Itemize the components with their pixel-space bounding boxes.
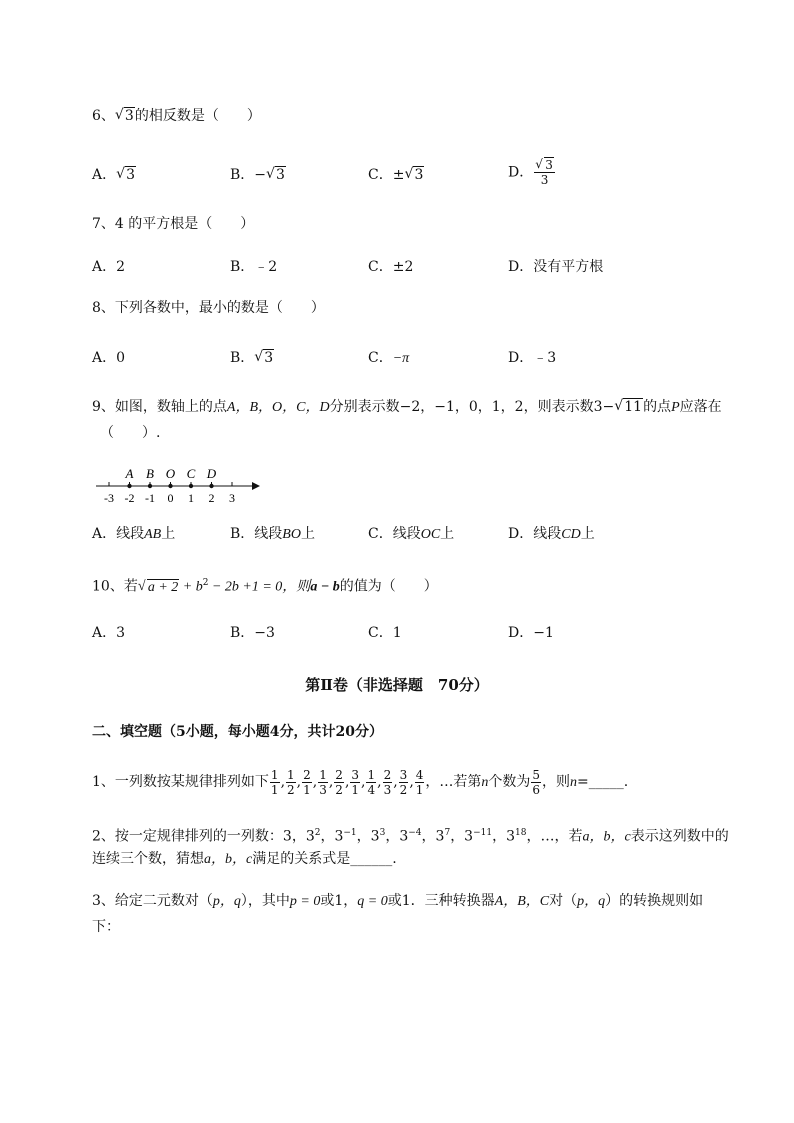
q8-option-c[interactable]: [368, 348, 409, 369]
f1-comma: ,: [312, 774, 318, 790]
f2-exp-1: 2: [314, 828, 321, 838]
f1-sequence: [269, 767, 425, 797]
number-line-figure: [92, 460, 272, 508]
f2-sep-2: ，3: [356, 828, 380, 845]
number-line-tick-label: 1: [188, 491, 194, 505]
q10-option-d[interactable]: D．−1: [508, 625, 554, 641]
f1-text-d: ，则: [542, 774, 571, 790]
q10-expression: a − b: [310, 579, 340, 595]
q9-text-b: 分别表示数−2，−1，0，1，2，则表示数3−: [329, 399, 615, 415]
number-line-points: [125, 466, 217, 488]
fill-question-2-line2: [92, 849, 397, 870]
f1-fraction-numerator: 3: [399, 767, 408, 782]
f1-fraction: [350, 768, 360, 797]
q6-option-c-radicand: 3: [414, 167, 424, 183]
q7-option-a[interactable]: A．2: [92, 259, 126, 275]
f1-target-denominator: 6: [532, 782, 541, 797]
f1-comma: ,: [344, 774, 350, 790]
f1-fraction-numerator: 2: [383, 767, 392, 782]
part-2-title: 第Ⅱ卷（非选择题 70分）: [305, 676, 489, 694]
f2-text-c: 连续三个数，猜想: [92, 851, 204, 867]
q8-option-a[interactable]: A．0: [92, 350, 126, 366]
q9-point-p: P: [671, 400, 680, 415]
f2-vars-2: a，b，c: [204, 852, 253, 867]
q6-text: 的相反数是（ ）: [134, 108, 261, 124]
q9-option-a-suffix: 上: [161, 526, 176, 542]
fill-question-3-line1: [92, 891, 703, 912]
number-line-point-label: B: [146, 466, 154, 481]
q9-option-c-segment: OC: [420, 527, 441, 542]
q9-option-d-prefix: D．线段: [508, 526, 562, 542]
q8-option-c-label: C．: [368, 350, 393, 366]
q6-option-b-radicand: 3: [276, 167, 285, 183]
f2-text-a: 2、按一定规律排列的一列数：3，3: [92, 828, 315, 845]
number-line-point-label: D: [206, 466, 217, 481]
question-7-stem: 7、4 的平方根是（ ）: [92, 216, 255, 232]
f1-fraction-denominator: 1: [270, 782, 279, 797]
q6-option-c-label: C．±: [368, 167, 405, 183]
number-line-point: [148, 484, 152, 488]
number-line-point-label: C: [186, 466, 196, 481]
f2-text-b: 表示这列数中的: [630, 828, 729, 845]
q10-text-b: + b: [179, 579, 203, 595]
f1-fraction-denominator: 3: [383, 782, 392, 797]
f1-comma: ,: [361, 774, 366, 790]
f1-fraction-numerator: 1: [270, 767, 279, 782]
f3-text-c: 或1，: [320, 893, 358, 909]
number-line-point: [168, 484, 172, 488]
f3-text-f: ）的转换规则如: [605, 893, 704, 909]
q9-option-b-prefix: B．线段: [230, 526, 283, 542]
number-line-point: [127, 484, 131, 488]
q9-option-c-prefix: C．线段: [368, 526, 421, 542]
question-9-stem: [92, 397, 722, 418]
f1-fraction: [383, 768, 393, 797]
f3-pair: p，q: [212, 894, 241, 909]
f2-answer-blank[interactable]: 满足的关系式是______.: [252, 851, 397, 867]
number-line-arrow: [252, 482, 260, 490]
f2-vars: a，b，c: [582, 829, 631, 845]
q8-option-c-value: −π: [392, 351, 410, 366]
q6-option-d-numerator: 3: [545, 158, 553, 172]
f1-text-b: ，…若第: [425, 774, 482, 790]
f2-sep-7: ，…，若: [526, 828, 583, 845]
f2-sep-5: ，3: [450, 828, 474, 845]
f1-fraction: [302, 768, 312, 797]
q9-option-a-segment: AB: [144, 527, 162, 542]
f1-fraction: [415, 768, 425, 797]
q9-option-d[interactable]: [508, 524, 595, 545]
f1-fraction: [334, 768, 344, 797]
f1-var-n-2: n: [570, 775, 578, 790]
q10-option-b[interactable]: B．−3: [230, 625, 275, 641]
q8-option-b[interactable]: [230, 348, 274, 368]
q10-text-d: 的值为（ ）: [339, 578, 438, 595]
f1-fraction: [270, 768, 280, 797]
number-line-tick-label: 0: [167, 491, 174, 505]
f1-target-numerator: 5: [532, 767, 541, 782]
q6-option-d[interactable]: [508, 158, 556, 187]
f2-exp-2: −1: [343, 828, 357, 838]
f3-text-e: 对（: [549, 893, 578, 909]
q6-option-b-sqrt: [266, 165, 286, 185]
f1-text-a: 1、一列数按某规律排列如下: [92, 774, 269, 790]
q9-points: A，B，O，C，D: [226, 400, 330, 415]
f1-fraction: [318, 768, 328, 797]
f1-answer-blank[interactable]: =_____.: [577, 774, 629, 790]
f2-sep-3: ，3: [385, 828, 409, 845]
f3-p-condition: p = 0: [289, 894, 321, 909]
q9-option-c[interactable]: [368, 524, 454, 545]
f3-pair-2: p，q: [577, 894, 606, 909]
f1-fraction-numerator: 1: [367, 767, 376, 782]
f2-exp-6: −11: [473, 828, 493, 838]
q9-option-c-suffix: 上: [440, 526, 455, 542]
q10-exponent: 2: [202, 578, 209, 588]
q10-text-a: 10、若: [92, 578, 138, 595]
q6-option-a-radicand: 3: [126, 167, 136, 183]
f3-text-b: ），其中: [240, 893, 290, 909]
q8-option-d[interactable]: D．﹣3: [508, 350, 557, 366]
q9-radicand: 11: [624, 399, 643, 415]
fill-question-3-line2: 下：: [92, 919, 120, 935]
f1-var-n: n: [481, 775, 489, 790]
q9-option-a[interactable]: [92, 524, 175, 545]
q9-sqrt: [614, 397, 643, 417]
q6-option-a[interactable]: [92, 165, 136, 185]
f1-text-c: 个数为: [488, 774, 531, 790]
q6-option-a-label: A．: [92, 167, 117, 183]
q6-option-d-sqrt: [535, 158, 554, 172]
f1-fraction-denominator: 1: [351, 782, 360, 797]
q8-option-b-radicand: 3: [264, 350, 274, 366]
f3-text-d: 或1．三种转换器: [387, 893, 495, 909]
f1-comma: ,: [280, 774, 286, 790]
q6-option-b[interactable]: [230, 165, 286, 185]
f1-fraction: [286, 768, 296, 797]
f1-fraction-numerator: 1: [319, 767, 327, 782]
f1-fraction-denominator: 1: [415, 782, 424, 797]
f1-fraction: [366, 768, 376, 797]
q9-option-b-suffix: 上: [300, 526, 315, 542]
f1-fraction-numerator: 3: [351, 767, 360, 782]
q8-option-b-sqrt: [254, 348, 274, 368]
f1-fraction-numerator: 2: [335, 767, 343, 782]
q6-option-c[interactable]: [368, 165, 424, 185]
number-line-tick-label: 3: [229, 491, 235, 505]
f1-fraction-numerator: 2: [303, 767, 311, 782]
q9-option-d-suffix: 上: [580, 526, 595, 542]
number-line-point-label: O: [165, 466, 176, 481]
q10-sqrt: [138, 578, 179, 598]
f3-q-condition: q = 0: [357, 894, 388, 909]
f1-comma: ,: [328, 774, 334, 790]
q10-option-a[interactable]: A．3: [92, 625, 126, 641]
f1-comma: ,: [377, 774, 382, 790]
f1-fraction-denominator: 2: [399, 782, 408, 797]
fill-question-2-line1: [92, 823, 729, 848]
number-line-point: [209, 484, 213, 488]
f2-exp-4: −4: [408, 828, 422, 838]
q9-option-a-prefix: A．线段: [92, 526, 145, 542]
f1-comma: ,: [296, 774, 302, 790]
number-line-tick-label: 2: [208, 491, 215, 505]
q7-option-b[interactable]: B．﹣2: [230, 259, 278, 275]
f1-comma: ,: [409, 774, 414, 790]
number-line-tick-label: -1: [145, 491, 155, 505]
number-line-tick-label: -2: [124, 491, 135, 505]
f1-fraction-denominator: 3: [319, 782, 327, 797]
q8-option-b-label: B．: [230, 350, 255, 366]
q6-sqrt: [115, 106, 135, 126]
q6-option-b-label: B．−: [230, 167, 267, 183]
q6-option-a-sqrt: [116, 165, 136, 185]
q6-radicand: 3: [124, 108, 134, 124]
f2-exp-7: 18: [515, 828, 527, 838]
f1-fraction-denominator: 4: [367, 782, 376, 797]
f1-fraction-denominator: 2: [287, 782, 295, 797]
q9-option-d-segment: CD: [561, 527, 581, 542]
q9-text-d: 应落在: [679, 399, 722, 415]
f3-text-a: 3、给定二元数对（: [92, 893, 213, 909]
q6-option-d-fraction: [534, 158, 555, 187]
q9-option-b-segment: BO: [282, 527, 301, 542]
q6-number: 6、: [92, 108, 115, 124]
q6-option-c-sqrt: [404, 165, 424, 185]
number-line-point-label: A: [125, 466, 134, 481]
q6-option-d-label: D．: [508, 164, 534, 181]
f2-sep-1: ，3: [320, 828, 344, 845]
f1-fraction-denominator: 2: [335, 782, 343, 797]
f1-fraction-numerator: 1: [287, 767, 295, 782]
section-2-heading: 二、填空题（5小题，每小题4分，共计20分）: [92, 724, 383, 740]
f1-fraction-numerator: 4: [415, 767, 424, 782]
f2-sep-6: ，3: [492, 828, 516, 845]
question-6-stem: [92, 106, 261, 126]
fill-question-1: [92, 765, 628, 800]
q7-option-c[interactable]: C．±2: [368, 259, 414, 275]
q9-text-c: 的点: [643, 399, 672, 415]
f1-fraction: [399, 768, 409, 797]
q9-option-b[interactable]: [230, 524, 315, 545]
q10-text-c: − 2b +1 = 0，则: [208, 579, 311, 595]
f2-exp-3: 3: [379, 828, 386, 838]
number-line-point: [189, 484, 193, 488]
number-line-tick-label: -3: [104, 491, 114, 505]
f3-converters: A，B，C: [494, 894, 550, 909]
question-9-stem-line2: （ ）.: [100, 425, 161, 441]
q6-option-d-denominator: 3: [540, 173, 549, 187]
f1-fraction-denominator: 1: [303, 782, 311, 797]
f1-comma: ,: [393, 774, 398, 790]
q10-radicand: a + 2: [147, 579, 179, 595]
f1-target-fraction: [531, 768, 541, 797]
q7-option-d[interactable]: D．没有平方根: [508, 259, 604, 275]
f2-sep-4: ，3: [421, 828, 445, 845]
question-8-stem: 8、下列各数中，最小的数是（ ）: [92, 300, 325, 316]
q9-text-a: 9、如图，数轴上的点: [92, 399, 227, 415]
f2-exp-5: 7: [444, 828, 451, 838]
question-10-stem: [92, 573, 438, 598]
q10-option-c[interactable]: C．1: [368, 625, 402, 641]
